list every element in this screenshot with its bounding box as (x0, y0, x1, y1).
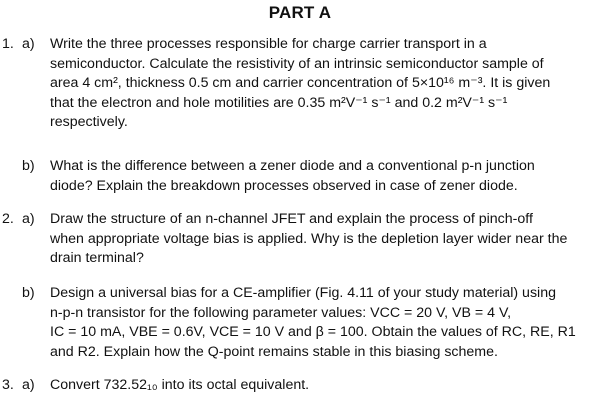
question-number: 3. (2, 377, 14, 393)
question-2a-text (50, 210, 598, 269)
text-line: when appropriate voltage bias is applied. Why is the depletion layer wider near the (50, 230, 568, 247)
text-line: semiconductor. Calculate the resistivity of an intrinsic semiconductor sample of (50, 55, 544, 72)
text-line: What is the difference between a zener diode and a conventional p-n junction (50, 158, 535, 174)
text-line: respectively. (50, 114, 128, 130)
text-line: area 4 cm², thickness 0.5 cm and carrier concentration of 5×10¹⁶ m⁻³. It is given (50, 75, 551, 91)
text-line: n-p-n transistor for the following parameter values: VCC = 20 V, VB = 4 V, (50, 304, 512, 321)
text-line: Draw the structure of an n-channel JFET and explain the process of pinch-off (50, 211, 533, 227)
text-line: that the electron and hole motilities are 0.35 m²V⁻¹ s⁻¹ and 0.2 m²V⁻¹ s⁻¹ (50, 94, 508, 111)
question-1b-text (50, 157, 598, 196)
text-line: IC = 10 mA, VBE = 0.6V, VCE = 10 V and β = 100. Obtain the values of RC, RE, R1 (50, 324, 576, 340)
question-3a-text (50, 376, 598, 396)
question-number: 2. (2, 211, 14, 227)
part-label: a) (22, 36, 35, 52)
question-number: 1. (2, 36, 14, 52)
question-1a-text (50, 35, 598, 133)
text-line: Convert 732.52₁₀ into its octal equivalent. (50, 377, 310, 393)
page-title: PART A (268, 3, 332, 22)
part-label: b) (22, 158, 35, 174)
text-line: Write the three processes responsible for charge carrier transport in a (50, 36, 487, 52)
part-label: b) (22, 285, 35, 301)
text-line: diode? Explain the breakdown processes observed in case of zener diode. (50, 177, 518, 194)
text-line: Design a universal bias for a CE-amplifier (Fig. 4.11 of your study material) using (50, 285, 556, 301)
text-line: drain terminal? (50, 250, 144, 266)
part-label: a) (22, 211, 35, 227)
question-2b-text (50, 284, 598, 362)
part-label: a) (22, 377, 35, 393)
text-line: and R2. Explain how the Q-point remains stable in this biasing scheme. (50, 343, 498, 360)
